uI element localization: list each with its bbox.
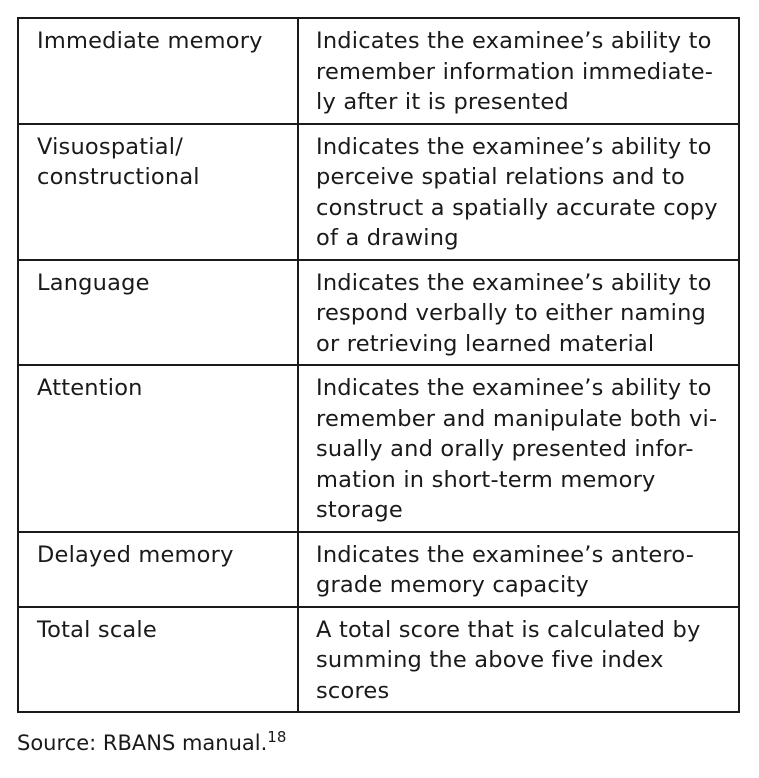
index-description-cell: Indicates the examinee’s ability to perceive spatial relations and to construct a spatially accurate copy of a drawing <box>298 124 739 260</box>
index-name-cell: Language <box>18 260 298 366</box>
reference-number: 18 <box>267 728 287 746</box>
table-row <box>18 18 739 124</box>
index-description-cell: Indicates the examinee’s ability to remember information immediate- ly after it is presented <box>298 18 739 124</box>
index-name-cell: Attention <box>18 365 298 532</box>
table-row <box>18 124 739 260</box>
rbans-index-table-container <box>17 17 738 713</box>
rbans-index-table <box>17 17 740 713</box>
index-description-cell: Indicates the examinee’s ability to respond verbally to either naming or retrieving learned material <box>298 260 739 366</box>
table-row <box>18 532 739 607</box>
source-footnote <box>17 728 286 758</box>
index-name-cell: Visuospatial/ constructional <box>18 124 298 260</box>
source-text: Source: RBANS manual. <box>17 731 268 755</box>
index-description-cell: Indicates the examinee’s antero- grade memory capacity <box>298 532 739 607</box>
index-description-cell: Indicates the examinee’s ability to remember and manipulate both vi- sually and orally presented infor- mation in short-term memory storage <box>298 365 739 532</box>
index-description-cell: A total score that is calculated by summing the above five index scores <box>298 607 739 713</box>
index-name-cell: Delayed memory <box>18 532 298 607</box>
table-row <box>18 607 739 713</box>
index-name-cell: Immediate memory <box>18 18 298 124</box>
index-name-cell: Total scale <box>18 607 298 713</box>
table-row <box>18 260 739 366</box>
table-row <box>18 365 739 532</box>
